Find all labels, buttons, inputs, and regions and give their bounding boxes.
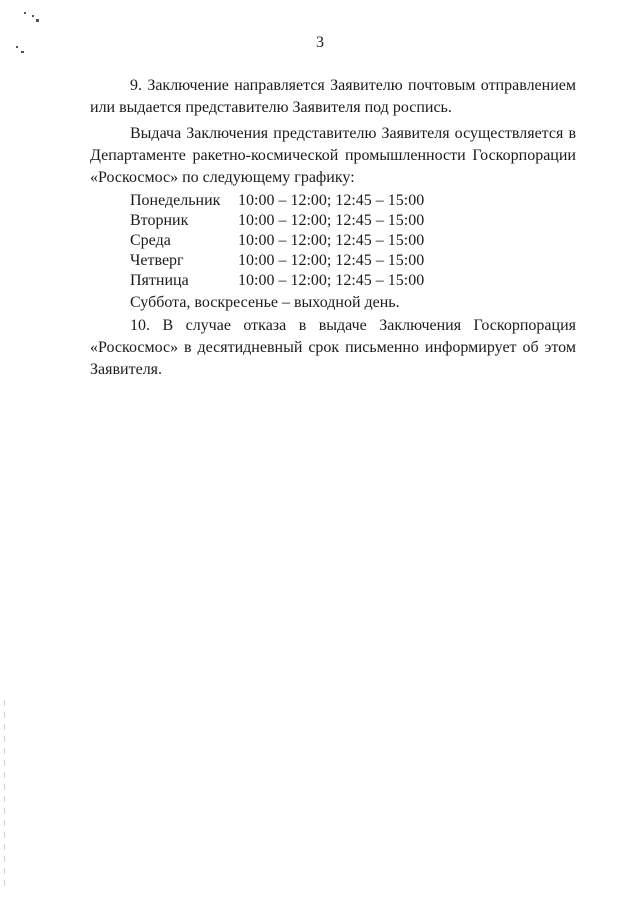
schedule-row: [130, 211, 576, 231]
schedule-row: [130, 231, 576, 251]
paragraph-item-10: [90, 315, 576, 381]
weekend-note: Суббота, воскресенье – выходной день.: [130, 294, 400, 311]
item10-line-1: 10. В случае отказа в выдаче Заключения Госкорпорация: [130, 317, 576, 334]
issuance-line-3: «Роскосмос» по следующему графику:: [90, 169, 355, 186]
paragraph-item-9: [90, 75, 576, 119]
schedule-row: [130, 271, 576, 291]
schedule-hours: 10:00 – 12:00; 12:45 – 15:00: [238, 212, 425, 229]
schedule-row: [130, 251, 576, 271]
schedule-row: [130, 191, 576, 211]
scan-speck: [24, 12, 26, 14]
schedule-table: [130, 191, 576, 291]
schedule-hours: 10:00 – 12:00; 12:45 – 15:00: [238, 232, 425, 249]
schedule-hours: 10:00 – 12:00; 12:45 – 15:00: [238, 272, 425, 289]
scan-edge-line: [4, 700, 5, 890]
paragraph-issuance: [90, 123, 576, 189]
item9-line-1: 9. Заключение направляется Заявителю почтовым отправлением: [130, 77, 576, 94]
schedule-day: Понедельник: [130, 192, 221, 209]
page-number: 3: [316, 34, 324, 51]
item9-line-2: или выдается представителю Заявителя под роспись.: [90, 99, 452, 116]
schedule-day: Вторник: [130, 212, 189, 229]
scan-speck: [36, 19, 39, 22]
item10-line-3: Заявителя.: [90, 361, 163, 378]
scan-speck: [32, 15, 34, 17]
issuance-line-2: Департаменте ракетно-космической промышленности Госкорпорации: [90, 147, 576, 164]
item10-line-2: «Роскосмос» в десятидневный срок письменно информирует об этом: [90, 339, 576, 356]
issuance-line-1: Выдача Заключения представителю Заявителя осуществляется в: [130, 125, 576, 142]
schedule-hours: 10:00 – 12:00; 12:45 – 15:00: [238, 252, 425, 269]
document-body: [90, 75, 576, 381]
schedule-day: Пятница: [130, 272, 189, 289]
schedule-day: Среда: [130, 232, 171, 249]
schedule-day: Четверг: [130, 252, 184, 269]
schedule-hours: 10:00 – 12:00; 12:45 – 15:00: [238, 192, 425, 209]
